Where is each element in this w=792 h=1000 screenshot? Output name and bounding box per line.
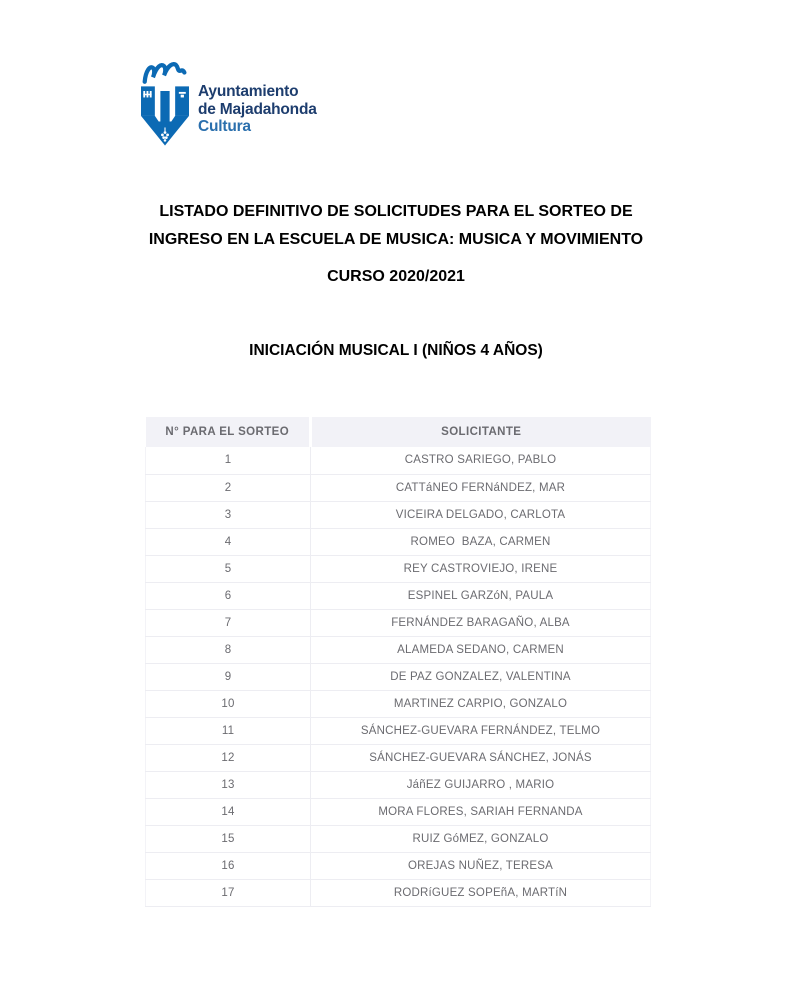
table-body [146, 447, 651, 906]
header-solicitante: SOLICITANTE [311, 417, 651, 447]
table-row [146, 501, 651, 528]
table-row [146, 717, 651, 744]
table-row [146, 771, 651, 798]
table-header-row [146, 417, 651, 447]
applicant-name: FERNÁNDEZ BARAGAÑO, ALBA [311, 609, 651, 636]
applicant-name: VICEIRA DELGADO, CARLOTA [311, 501, 651, 528]
row-sorteo-number: 10 [146, 690, 311, 717]
row-sorteo-number: 7 [146, 609, 311, 636]
table-row [146, 474, 651, 501]
table-row [146, 636, 651, 663]
logo-line-cultura: Cultura [198, 118, 251, 135]
applicant-name: SÁNCHEZ-GUEVARA SÁNCHEZ, JONÁS [311, 744, 651, 771]
table-row [146, 744, 651, 771]
applicant-name: RODRíGUEZ SOPEñA, MARTíN [311, 879, 651, 906]
applicant-name: MORA FLORES, SARIAH FERNANDA [311, 798, 651, 825]
row-sorteo-number: 11 [146, 717, 311, 744]
row-sorteo-number: 13 [146, 771, 311, 798]
applicant-name: ESPINEL GARZóN, PAULA [311, 582, 651, 609]
table-row [146, 609, 651, 636]
applicants-table [145, 417, 651, 907]
applicant-name: MARTINEZ CARPIO, GONZALO [311, 690, 651, 717]
table-row [146, 690, 651, 717]
table-row [146, 528, 651, 555]
row-sorteo-number: 17 [146, 879, 311, 906]
row-sorteo-number: 9 [146, 663, 311, 690]
applicant-name: ALAMEDA SEDANO, CARMEN [311, 636, 651, 663]
applicant-name: DE PAZ GONZALEZ, VALENTINA [311, 663, 651, 690]
document-title [0, 198, 792, 254]
logo-wordmark [189, 58, 317, 148]
table-row [146, 555, 651, 582]
row-sorteo-number: 3 [146, 501, 311, 528]
ayuntamiento-logo [141, 58, 317, 148]
course-year: CURSO 2020/2021 [327, 268, 465, 285]
applicant-name: SÁNCHEZ-GUEVARA FERNÁNDEZ, TELMO [311, 717, 651, 744]
row-sorteo-number: 4 [146, 528, 311, 555]
table-row [146, 852, 651, 879]
header-sorteo-number: N° PARA EL SORTEO [146, 417, 311, 447]
row-sorteo-number: 1 [146, 447, 311, 474]
row-sorteo-number: 5 [146, 555, 311, 582]
applicant-name: OREJAS NUÑEZ, TERESA [311, 852, 651, 879]
row-sorteo-number: 2 [146, 474, 311, 501]
applicant-name: REY CASTROVIEJO, IRENE [311, 555, 651, 582]
table-row [146, 582, 651, 609]
row-sorteo-number: 8 [146, 636, 311, 663]
row-sorteo-number: 15 [146, 825, 311, 852]
table-row [146, 825, 651, 852]
row-sorteo-number: 6 [146, 582, 311, 609]
applicant-name: ROMEO BAZA, CARMEN [311, 528, 651, 555]
row-sorteo-number: 12 [146, 744, 311, 771]
title-line-2: INGRESO EN LA ESCUELA DE MUSICA: MUSICA Y MOVIMIENTO [148, 231, 644, 248]
applicant-name: CASTRO SARIEGO, PABLO [311, 447, 651, 474]
applicant-name: RUIZ GóMEZ, GONZALO [311, 825, 651, 852]
logo-line-majadahonda: de Majadahonda [198, 100, 317, 118]
row-sorteo-number: 16 [146, 852, 311, 879]
applicant-name: JáñEZ GUIJARRO , MARIO [311, 771, 651, 798]
row-sorteo-number: 14 [146, 798, 311, 825]
title-line-1: LISTADO DEFINITIVO DE SOLICITUDES PARA EL SORTEO DE [159, 203, 633, 220]
table-row [146, 879, 651, 906]
applicant-name: CATTáNEO FERNáNDEZ, MAR [311, 474, 651, 501]
table-row [146, 447, 651, 474]
table-row [146, 798, 651, 825]
majadahonda-shield-icon [141, 58, 189, 148]
logo-line-ayuntamiento: Ayuntamiento [198, 83, 299, 100]
table-row [146, 663, 651, 690]
section-subtitle: INICIACIÓN MUSICAL I (NIÑOS 4 AÑOS) [249, 342, 543, 359]
